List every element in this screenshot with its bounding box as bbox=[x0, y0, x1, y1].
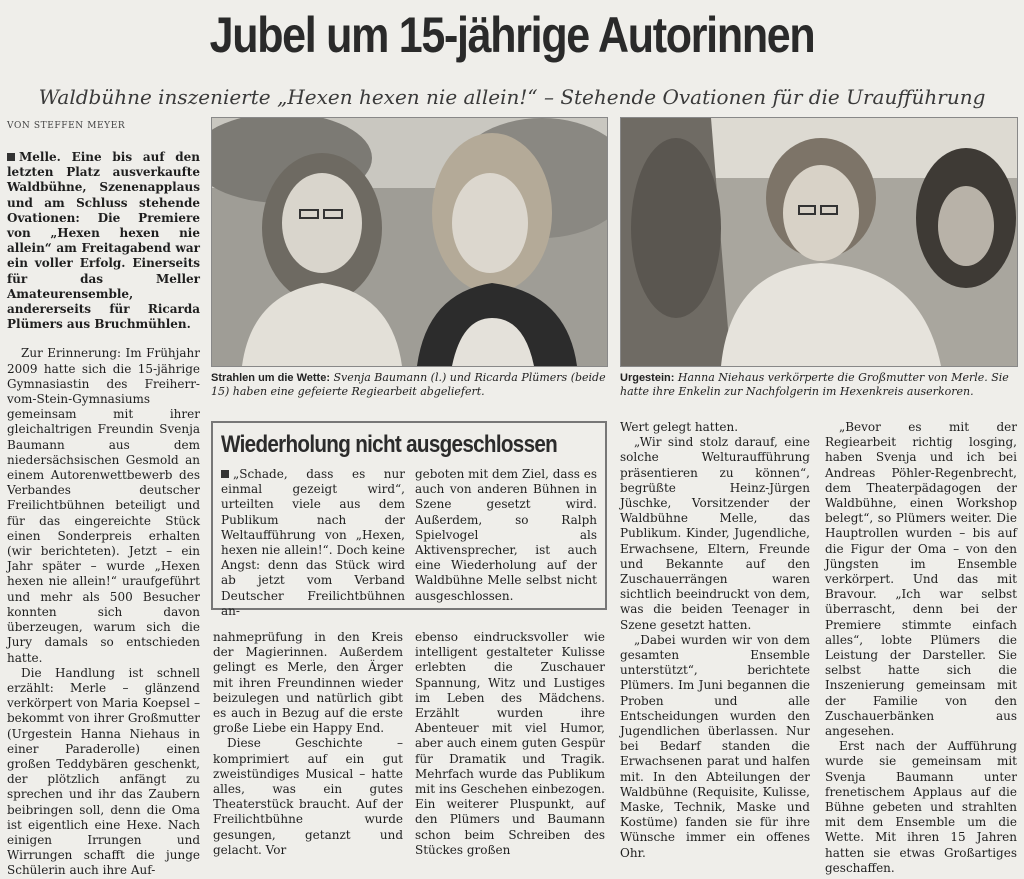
info-box bbox=[211, 421, 607, 618]
photo-grandmother-image bbox=[621, 118, 1017, 366]
bullet-square-icon bbox=[221, 470, 229, 478]
col4-paragraph-1: „Wir sind stolz darauf, eine solche Welturaufführung präsentieren zu können“, begrüßte Heinz-Jürgen Jüschke, Vorsitzender der Waldbühne Melle, das Publikum. Kinder, Jugendliche, Erwachsene, Eltern, Freunde und Bekannte auf den Zuschauerrängen waren sichtlich beeindruckt von dem, was die beiden Teenager in Szene gesetzt hatten. bbox=[620, 435, 810, 632]
lead-paragraph bbox=[7, 150, 200, 332]
column-2 bbox=[213, 630, 403, 858]
col5-paragraph-1: „Bevor es mit der Regiearbeit richtig losging, haben Svenja und ich bei Andreas Pöhler-Regenbrecht, dem Theaterpädagogen der Waldbühne, einen Workshop belegt“, so Plümers weiter. Die Hauptrollen wurden – bis auf die Figur der Oma – von den Jüngsten im Ensemble verkörpert. Und das mit Bravour. „Ich war selbst überrascht, denn bei der Premiere stimmte einfach alles“, lobte Plümers die Leistung der Darsteller. Sie selbst hatte sich die Inszenierung gemeinsam mit der Familie von den Zuschauerbänken aus angesehen. bbox=[825, 420, 1017, 739]
caption-left-photo bbox=[211, 371, 606, 399]
col1-paragraph-2: Die Handlung ist schnell erzählt: Merle – glänzend verkörpert von Maria Koepsel – bekommt von ihrer Großmutter (Urgestein Hanna Niehaus in einer Paraderolle) einen großen Teddybären geschenkt, der plötzlich anfängt zu sprechen und ihr das Zaubern beibringen soll, denn die Oma ist eigentlich eine Hexe. Nach einigen Irrungen und Wirrungen schafft die junge Schülerin auch ihre Auf- bbox=[7, 665, 200, 878]
col5-paragraph-2: Erst nach der Aufführung wurde sie gemeinsam mit Svenja Baumann unter frenetischem Applaus auf die Bühne gebeten und strahlten mit dem Ensemble um die Wette. Mit ihren 15 Jahren hatten sie etwas Großartiges geschaffen. bbox=[825, 739, 1017, 875]
col2-paragraph-2: Diese Geschichte – komprimiert auf ein gut zweistündiges Musical – hatte alles, was ein gutes Theaterstück braucht. Auf der Freilichtbühne wurde gesungen, getanzt und gelacht. Vor bbox=[213, 736, 403, 857]
photo-grandmother bbox=[620, 117, 1018, 367]
column-4 bbox=[620, 420, 810, 861]
column-5 bbox=[825, 420, 1017, 876]
info-box-title: Wiederholung nicht ausgeschlossen bbox=[221, 431, 558, 458]
col2-paragraph-1: nahmeprüfung in den Kreis der Magierinnen. Außerdem gelingt es Merle, den Ärger mit ihren Freundinnen wieder beizulegen und natürlich gibt es auch in Bezug auf die erste große Liebe ein Happy End. bbox=[213, 630, 403, 736]
info-box-text-a: „Schade, dass es nur einmal gezeigt wird“, urteilten viele aus dem Publikum nach der Weltaufführung von „Hexen, hexen nie allein!“. Doch keine Angst: denn das Stück wird ab jetzt vom Verband Deutscher Freilichtbühnen an- bbox=[221, 467, 405, 618]
caption-left-text: Svenja Baumann (l.) und Ricarda Plümers (beide 15) haben eine gefeierte Regiearbeit abgeliefert. bbox=[211, 371, 606, 398]
column-1 bbox=[7, 150, 200, 879]
info-box-text-b: geboten mit dem Ziel, dass es auch von anderen Bühnen in Szene gesetzt wird. Außerdem, so Ralph Spielvogel als Aktivensprecher, ist auch eine Wiederholung auf der Waldbühne Melle selbst nicht ausgeschlossen. bbox=[415, 467, 597, 603]
col3-paragraph-1: ebenso eindrucksvoller wie intelligent gestalteter Kulisse erlebten die Zuschauer Spannung, Witz und Lustiges im Leben des Mädchens. Erzählt wurden ihre Abenteuer mit viel Humor, aber auch einem guten Gespür für Dramatik und Tragik. Mehrfach wurde das Publikum mit ins Geschehen einbezogen. Ein weiterer Pluspunkt, auf den Plümers und Baumann schon beim Schreiben des Stückes großen bbox=[415, 630, 605, 857]
subheadline: Waldbühne inszenierte „Hexen hexen nie allein!“ – Stehende Ovationen für die Uraufführung bbox=[38, 85, 986, 109]
info-box-column-b bbox=[415, 467, 597, 604]
col4-paragraph-2: „Dabei wurden wir von dem gesamten Ensemble unterstützt“, berichtete Plümers. Im Juni begannen die Proben und alle Entscheidungen wurden den Jugendlichen überlassen. Nur bei Bedarf standen die Erwachsenen parat und halfen mit. In den Abteilungen der Waldbühne (Requisite, Kulisse, Maske, Technik, Maske und Kostüme) fanden sie für ihre Wünsche immer ein offenes Ohr. bbox=[620, 632, 810, 860]
caption-right-text: Hanna Niehaus verkörperte die Großmutter von Merle. Sie hatte ihre Enkelin zur Nachfolgerin im Hexenkreis auserkoren. bbox=[620, 371, 1009, 398]
headline: Jubel um 15-jährige Autorinnen bbox=[209, 7, 815, 63]
photo-two-authors bbox=[211, 117, 608, 367]
caption-left-label: Strahlen um die Wette: bbox=[211, 372, 330, 384]
col4-paragraph-0: Wert gelegt hatten. bbox=[620, 420, 739, 434]
caption-right-photo bbox=[620, 371, 1016, 399]
byline: VON STEFFEN MEYER bbox=[7, 121, 126, 131]
photo-girls-image bbox=[212, 118, 607, 366]
info-box-column-a bbox=[221, 467, 405, 619]
col1-paragraph-1: Zur Erinnerung: Im Frühjahr 2009 hatte sich die 15-jährige Gymnasiastin des Freiherr-vom-Stein-Gymnasiums gemeinsam mit ihrer gleichaltrigen Freundin Svenja Baumann aus dem niedersächsischen Gesmold an einem Autorenwettbewerb des Verbandes deutscher Freilichtbühnen beteiligt und für das eingereichte Stück einen Sonderpreis erhalten (wir berichteten). Jetzt – ein Jahr später – wurde „Hexen hexen nie allein!“ uraufgeführt und mehr als 500 Besucher konnten sich davon überzeugen, warum sich die Jury damals so entschieden hatte. bbox=[7, 346, 200, 665]
caption-right-label: Urgestein: bbox=[620, 372, 675, 384]
column-3 bbox=[415, 630, 605, 858]
bullet-square-icon bbox=[7, 153, 15, 161]
lead-text: Melle. Eine bis auf den letzten Platz ausverkaufte Waldbühne, Szenenapplaus und am Schluss stehende Ovationen: Die Premiere von „Hexen hexen nie allein“ am Freitagabend war ein voller Erfolg. Einerseits für das Meller Amateurensemble, andererseits für Ricarda Plümers aus Bruchmühlen. bbox=[7, 150, 200, 332]
